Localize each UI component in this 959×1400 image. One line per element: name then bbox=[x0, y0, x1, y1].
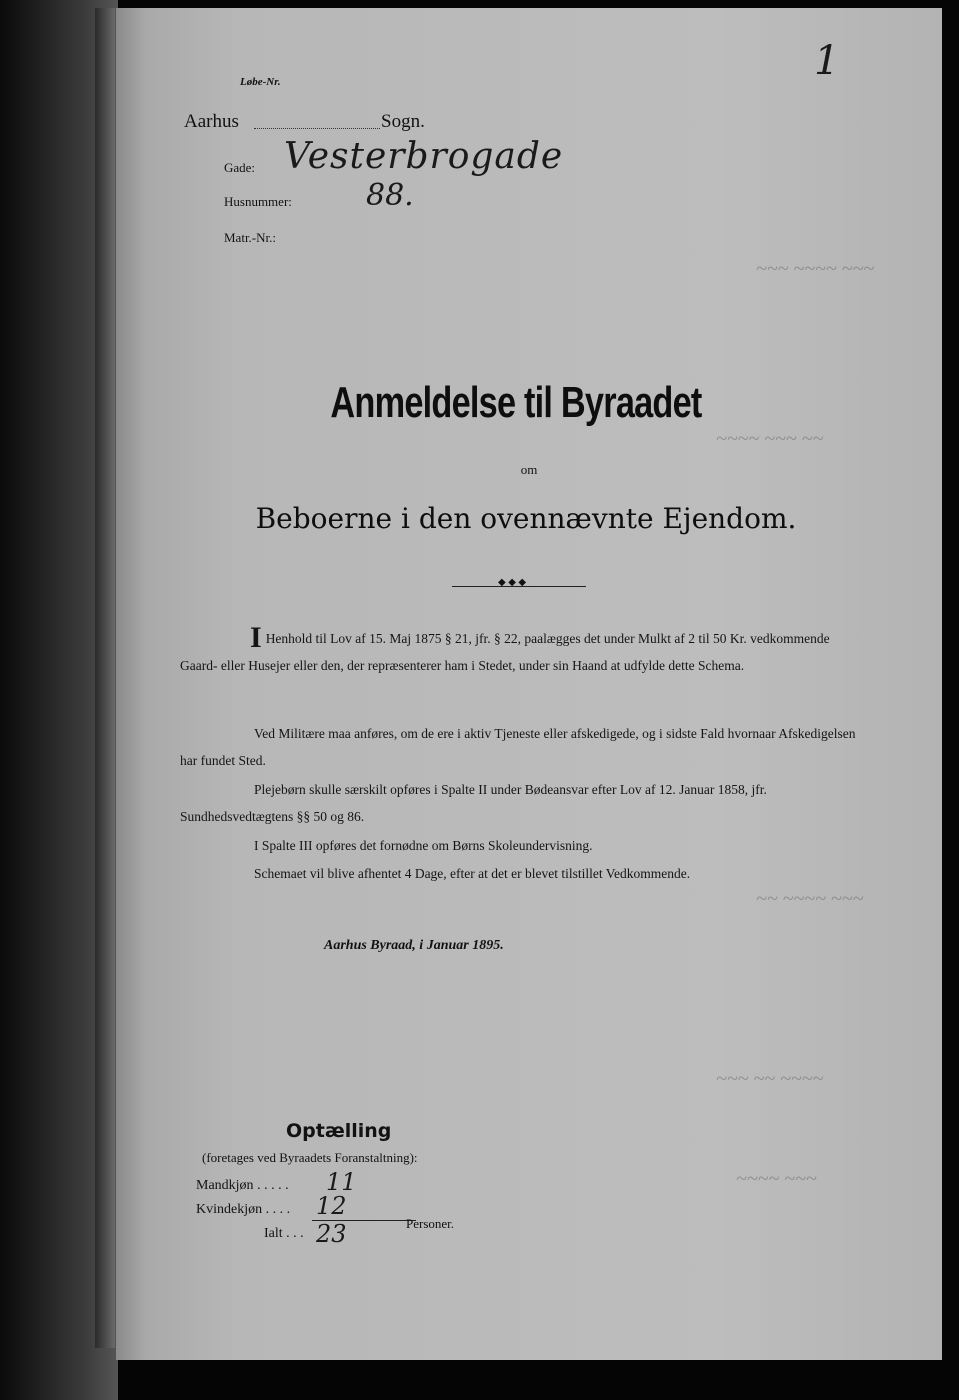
document-page bbox=[116, 8, 942, 1360]
body-paragraph-4: I Spalte III opføres det fornødne om Børns Skoleundervisning. bbox=[254, 838, 593, 853]
page-number: 1 bbox=[814, 38, 840, 84]
loebe-nr-label: Løbe-Nr. bbox=[240, 76, 281, 88]
husnummer-label: Husnummer: bbox=[224, 194, 292, 209]
dropcap: I bbox=[250, 621, 262, 654]
bleed-through: ~~~~ ~~~ bbox=[736, 1168, 817, 1190]
body-paragraph-2: Ved Militære maa anføres, om de ere i aktiv Tjeneste eller afskedigede, og i sidste Fald hvornaar Afskedigelsen har fundet Sted. bbox=[180, 726, 856, 768]
bleed-through: ~~~ ~~~~ ~~~ bbox=[756, 258, 875, 280]
signature-line: Aarhus Byraad, i Januar 1895. bbox=[324, 938, 504, 953]
ialt-label: Ialt . . . bbox=[264, 1226, 304, 1241]
kvindekjon-label: Kvindekjøn . . . . bbox=[196, 1202, 291, 1217]
mandkjon-value: 11 bbox=[326, 1168, 357, 1196]
optaelling-subtitle: (foretages ved Byraadets Foranstaltning): bbox=[202, 1150, 418, 1165]
bleed-through: ~~ ~~~~ ~~~ bbox=[756, 888, 864, 910]
husnummer-value: 88. bbox=[366, 178, 414, 213]
gade-value: Vesterbrogade bbox=[284, 136, 564, 177]
mandkjon-label: Mandkjøn . . . . . bbox=[196, 1178, 289, 1193]
body-paragraph-3: Plejebørn skulle særskilt opføres i Spalte II under Bødeansvar efter Lov af 12. Januar 1858, jfr. Sundhedsvedtægtens §§ 50 og 86. bbox=[180, 782, 767, 824]
kvindekjon-value: 12 bbox=[316, 1192, 347, 1220]
aarhus-label: Aarhus bbox=[184, 111, 239, 132]
document-subtitle: Beboerne i den ovennævnte Ejendom. bbox=[255, 502, 797, 535]
optaelling-title: Optælling bbox=[286, 1120, 392, 1142]
sogn-label: Sogn. bbox=[381, 111, 425, 132]
matr-label: Matr.-Nr.: bbox=[224, 230, 276, 245]
personer-label: Personer. bbox=[406, 1216, 455, 1231]
ialt-value: 23 bbox=[316, 1220, 347, 1248]
document-title: Anmeldelse til Byraadet bbox=[330, 378, 702, 427]
bleed-through: ~~~ ~~ ~~~~ bbox=[716, 1068, 824, 1090]
gade-label: Gade: bbox=[224, 160, 256, 175]
body-paragraph-5: Schemaet vil blive afhentet 4 Dage, efter at det er blevet tilstillet Vedkommende. bbox=[254, 866, 691, 881]
sogn-fill-line bbox=[254, 128, 380, 129]
ornament-divider: ◆ ◆ ◆ bbox=[452, 582, 586, 592]
page-edge bbox=[95, 8, 115, 1348]
paragraph-1-text: Henhold til Lov af 15. Maj 1875 § 21, jfr. § 22, paalægges det under Mulkt af 2 til 50 Kr. vedkommende Gaard- eller Husejer eller den, der repræsenterer ham i Stedet, under sin Haand at udfylde dette Schema. bbox=[180, 631, 830, 673]
om-text: om bbox=[520, 462, 538, 477]
bleed-through: ~~~~ ~~~ ~~ bbox=[716, 428, 824, 450]
body-paragraph-1 bbox=[180, 621, 856, 679]
